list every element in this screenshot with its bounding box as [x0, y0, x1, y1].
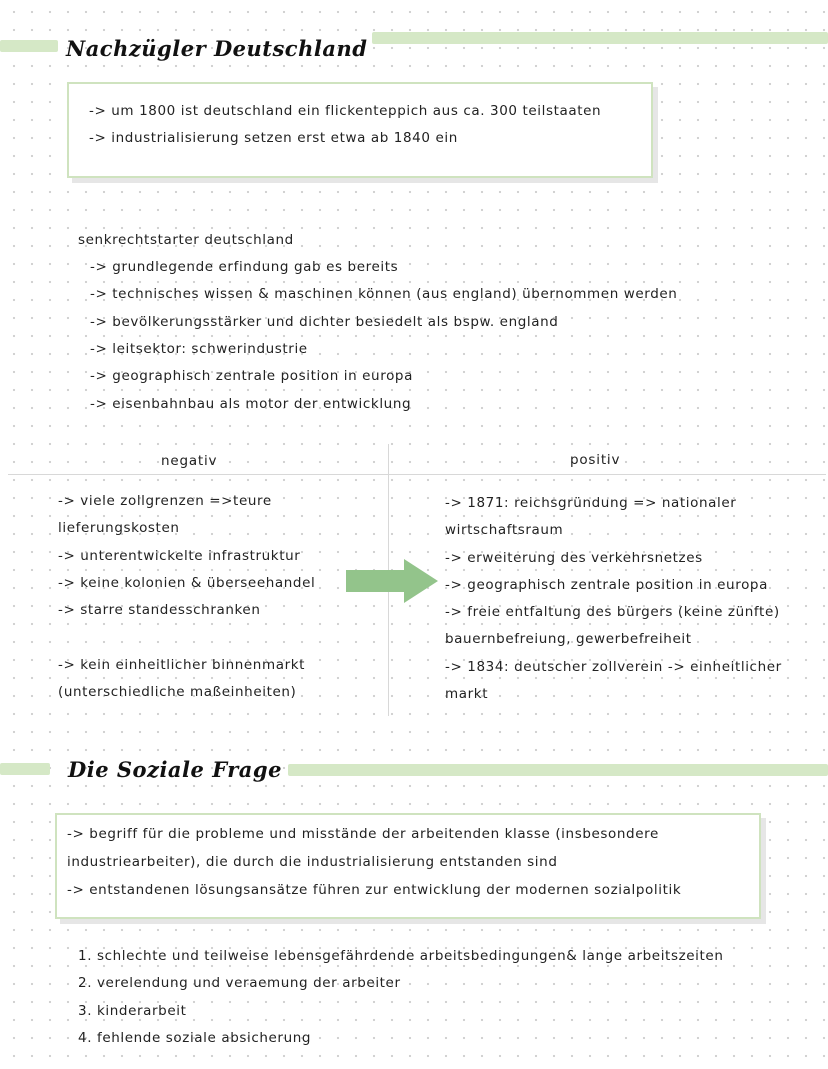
- negative-column-label: negativ: [161, 453, 218, 469]
- positive-line: wirtschaftsraum: [445, 522, 564, 538]
- list-item: -> grundlegende erfindung gab es bereits: [90, 259, 399, 275]
- negative-line: -> keine kolonien & überseehandel: [58, 575, 316, 591]
- section-title-nachzuegler: Nachzügler Deutschland: [66, 36, 368, 61]
- list-item: -> eisenbahnbau als motor der entwicklung: [90, 396, 412, 412]
- list-heading: senkrechtstarter deutschland: [78, 232, 294, 248]
- title-highlight-left: [0, 40, 58, 52]
- positive-column-label: positiv: [570, 452, 621, 468]
- numbered-item: 3. kinderarbeit: [78, 1003, 187, 1019]
- section-title-soziale-frage: Die Soziale Frage: [68, 757, 282, 782]
- title-highlight-right: [372, 32, 828, 44]
- list-item: -> geographisch zentrale position in europa: [90, 368, 413, 384]
- positive-line: -> erweiterung des verkehrsnetzes: [445, 550, 703, 566]
- negative-line: (unterschiedliche maßeinheiten): [58, 684, 297, 700]
- positive-line: markt: [445, 686, 489, 702]
- negative-line: -> kein einheitlicher binnenmarkt: [58, 657, 306, 673]
- list-item: -> technisches wissen & maschinen können (aus england) übernommen werden: [90, 286, 678, 302]
- negative-line: -> starre standesschranken: [58, 602, 261, 618]
- negative-line: lieferungskosten: [58, 520, 180, 536]
- definition-line-2: industriearbeiter), die durch die industrialisierung entstanden sind: [67, 854, 558, 870]
- definition-line-3: -> entstandenen lösungsansätze führen zur entwicklung der modernen sozialpolitik: [67, 882, 682, 898]
- positive-line: -> freie entfaltung des bürgers (keine zünfte): [445, 604, 780, 620]
- positive-line: bauernbefreiung, gewerbefreiheit: [445, 631, 692, 647]
- intro-line-2: -> industrialisierung setzen erst etwa ab 1840 ein: [89, 130, 458, 146]
- right-arrow-shape: [346, 559, 438, 603]
- positive-line: -> geographisch zentrale position in europa: [445, 577, 768, 593]
- title-highlight-left: [0, 763, 50, 775]
- list-item: -> leitsektor: schwerindustrie: [90, 341, 308, 357]
- numbered-item: 2. verelendung und veraemung der arbeiter: [78, 975, 401, 991]
- positive-line: -> 1834: deutscher zollverein -> einheitlicher: [445, 659, 782, 675]
- definition-line-1: -> begriff für die probleme und misstände der arbeitenden klasse (insbesondere: [67, 826, 659, 842]
- intro-box: [67, 82, 653, 178]
- intro-line-1: -> um 1800 ist deutschland ein flickenteppich aus ca. 300 teilstaaten: [89, 103, 602, 119]
- table-divider-horizontal: [8, 474, 826, 475]
- list-item: -> bevölkerungsstärker und dichter besiedelt als bspw. england: [90, 314, 559, 330]
- negative-line: -> unterentwickelte infrastruktur: [58, 548, 301, 564]
- numbered-item: 4. fehlende soziale absicherung: [78, 1030, 312, 1046]
- title-highlight-right: [288, 764, 828, 776]
- negative-line: -> viele zollgrenzen =>teure: [58, 493, 272, 509]
- positive-line: -> 1871: reichsgründung => nationaler: [445, 495, 737, 511]
- right-arrow-icon: [346, 559, 440, 603]
- soziale-frage-box: [55, 813, 761, 919]
- numbered-item: 1. schlechte und teilweise lebensgefährdende arbeitsbedingungen& lange arbeitszeiten: [78, 948, 724, 964]
